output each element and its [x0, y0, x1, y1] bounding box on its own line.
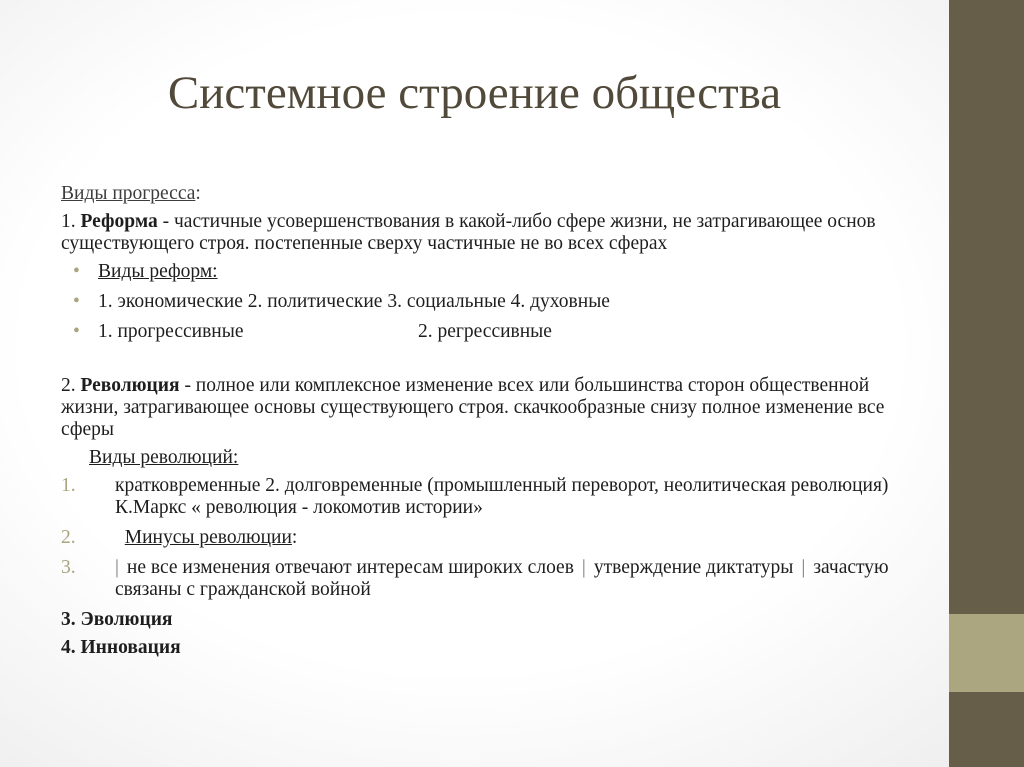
item-number: 3.: [61, 557, 76, 578]
sidebar-accent: [949, 614, 1024, 692]
numbered-item: [61, 527, 891, 549]
bullet-text: 1. экономические 2. политические 3. социальные 4. духовные: [98, 291, 610, 312]
slide-title: Системное строение общества: [167, 67, 782, 119]
reform-text: - частичные усовершенствования в какой-либо сфере жизни, не затрагивающее основ существующего строя. постепенные сверху частичные не во всех сферах: [61, 211, 876, 254]
colon: :: [195, 183, 201, 204]
bullet-text: 1. прогрессивные: [98, 321, 244, 342]
bullet-item: [61, 261, 891, 283]
innovation-heading: [61, 637, 891, 659]
numbered-item: [61, 475, 891, 519]
innovation-text: 4. Инновация: [61, 637, 181, 658]
separator-icon: |: [801, 557, 806, 578]
item-number: 1.: [61, 475, 76, 496]
reform-num: 1.: [61, 211, 76, 232]
separator-icon: |: [115, 557, 119, 578]
bullet-icon: •: [73, 291, 80, 312]
revolution-num: 2.: [61, 375, 76, 396]
item-text: зачастую связаны с гражданской войной: [115, 557, 889, 600]
item-text: Минусы революции: [124, 527, 292, 548]
revolution-text: - полное или комплексное изменение всех или большинства сторон общественной жизни, затрагивающее основы существующего строя. скачкообразные снизу полное изменение все сферы: [61, 375, 885, 440]
bullet-item: [61, 291, 891, 313]
bullet-text: Виды реформ:: [98, 261, 218, 282]
revolution-term: Революция: [80, 375, 180, 396]
reform-paragraph: [61, 211, 891, 255]
reform-term: Реформа: [80, 211, 158, 232]
item-number: 2.: [61, 527, 76, 548]
bullet-item: [61, 321, 891, 343]
bullet-icon: •: [73, 321, 80, 342]
evolution-text: 3. Эволюция: [61, 609, 173, 630]
item-text: утверждение диктатуры: [593, 557, 794, 578]
numbered-item: [61, 557, 891, 601]
item-text: кратковременные 2. долговременные (промышленный переворот, неолитическая революция) К.Маркс « революция - локомотив истории»: [115, 475, 889, 518]
revolution-paragraph: [61, 375, 891, 441]
revolution-types-label: [61, 447, 891, 469]
bullet-text-2: 2. регрессивные: [418, 321, 552, 342]
colon: :: [291, 527, 298, 548]
slide-body: [61, 183, 891, 665]
item-text: не все изменения отвечают интересам широких слоев: [126, 557, 574, 578]
separator-icon: |: [581, 557, 586, 578]
bullet-icon: •: [73, 261, 80, 282]
evolution-heading: [61, 609, 891, 631]
progress-heading: [61, 183, 891, 205]
heading-text: Виды прогресса: [61, 183, 196, 204]
types-label-text: Виды революций:: [89, 447, 239, 468]
